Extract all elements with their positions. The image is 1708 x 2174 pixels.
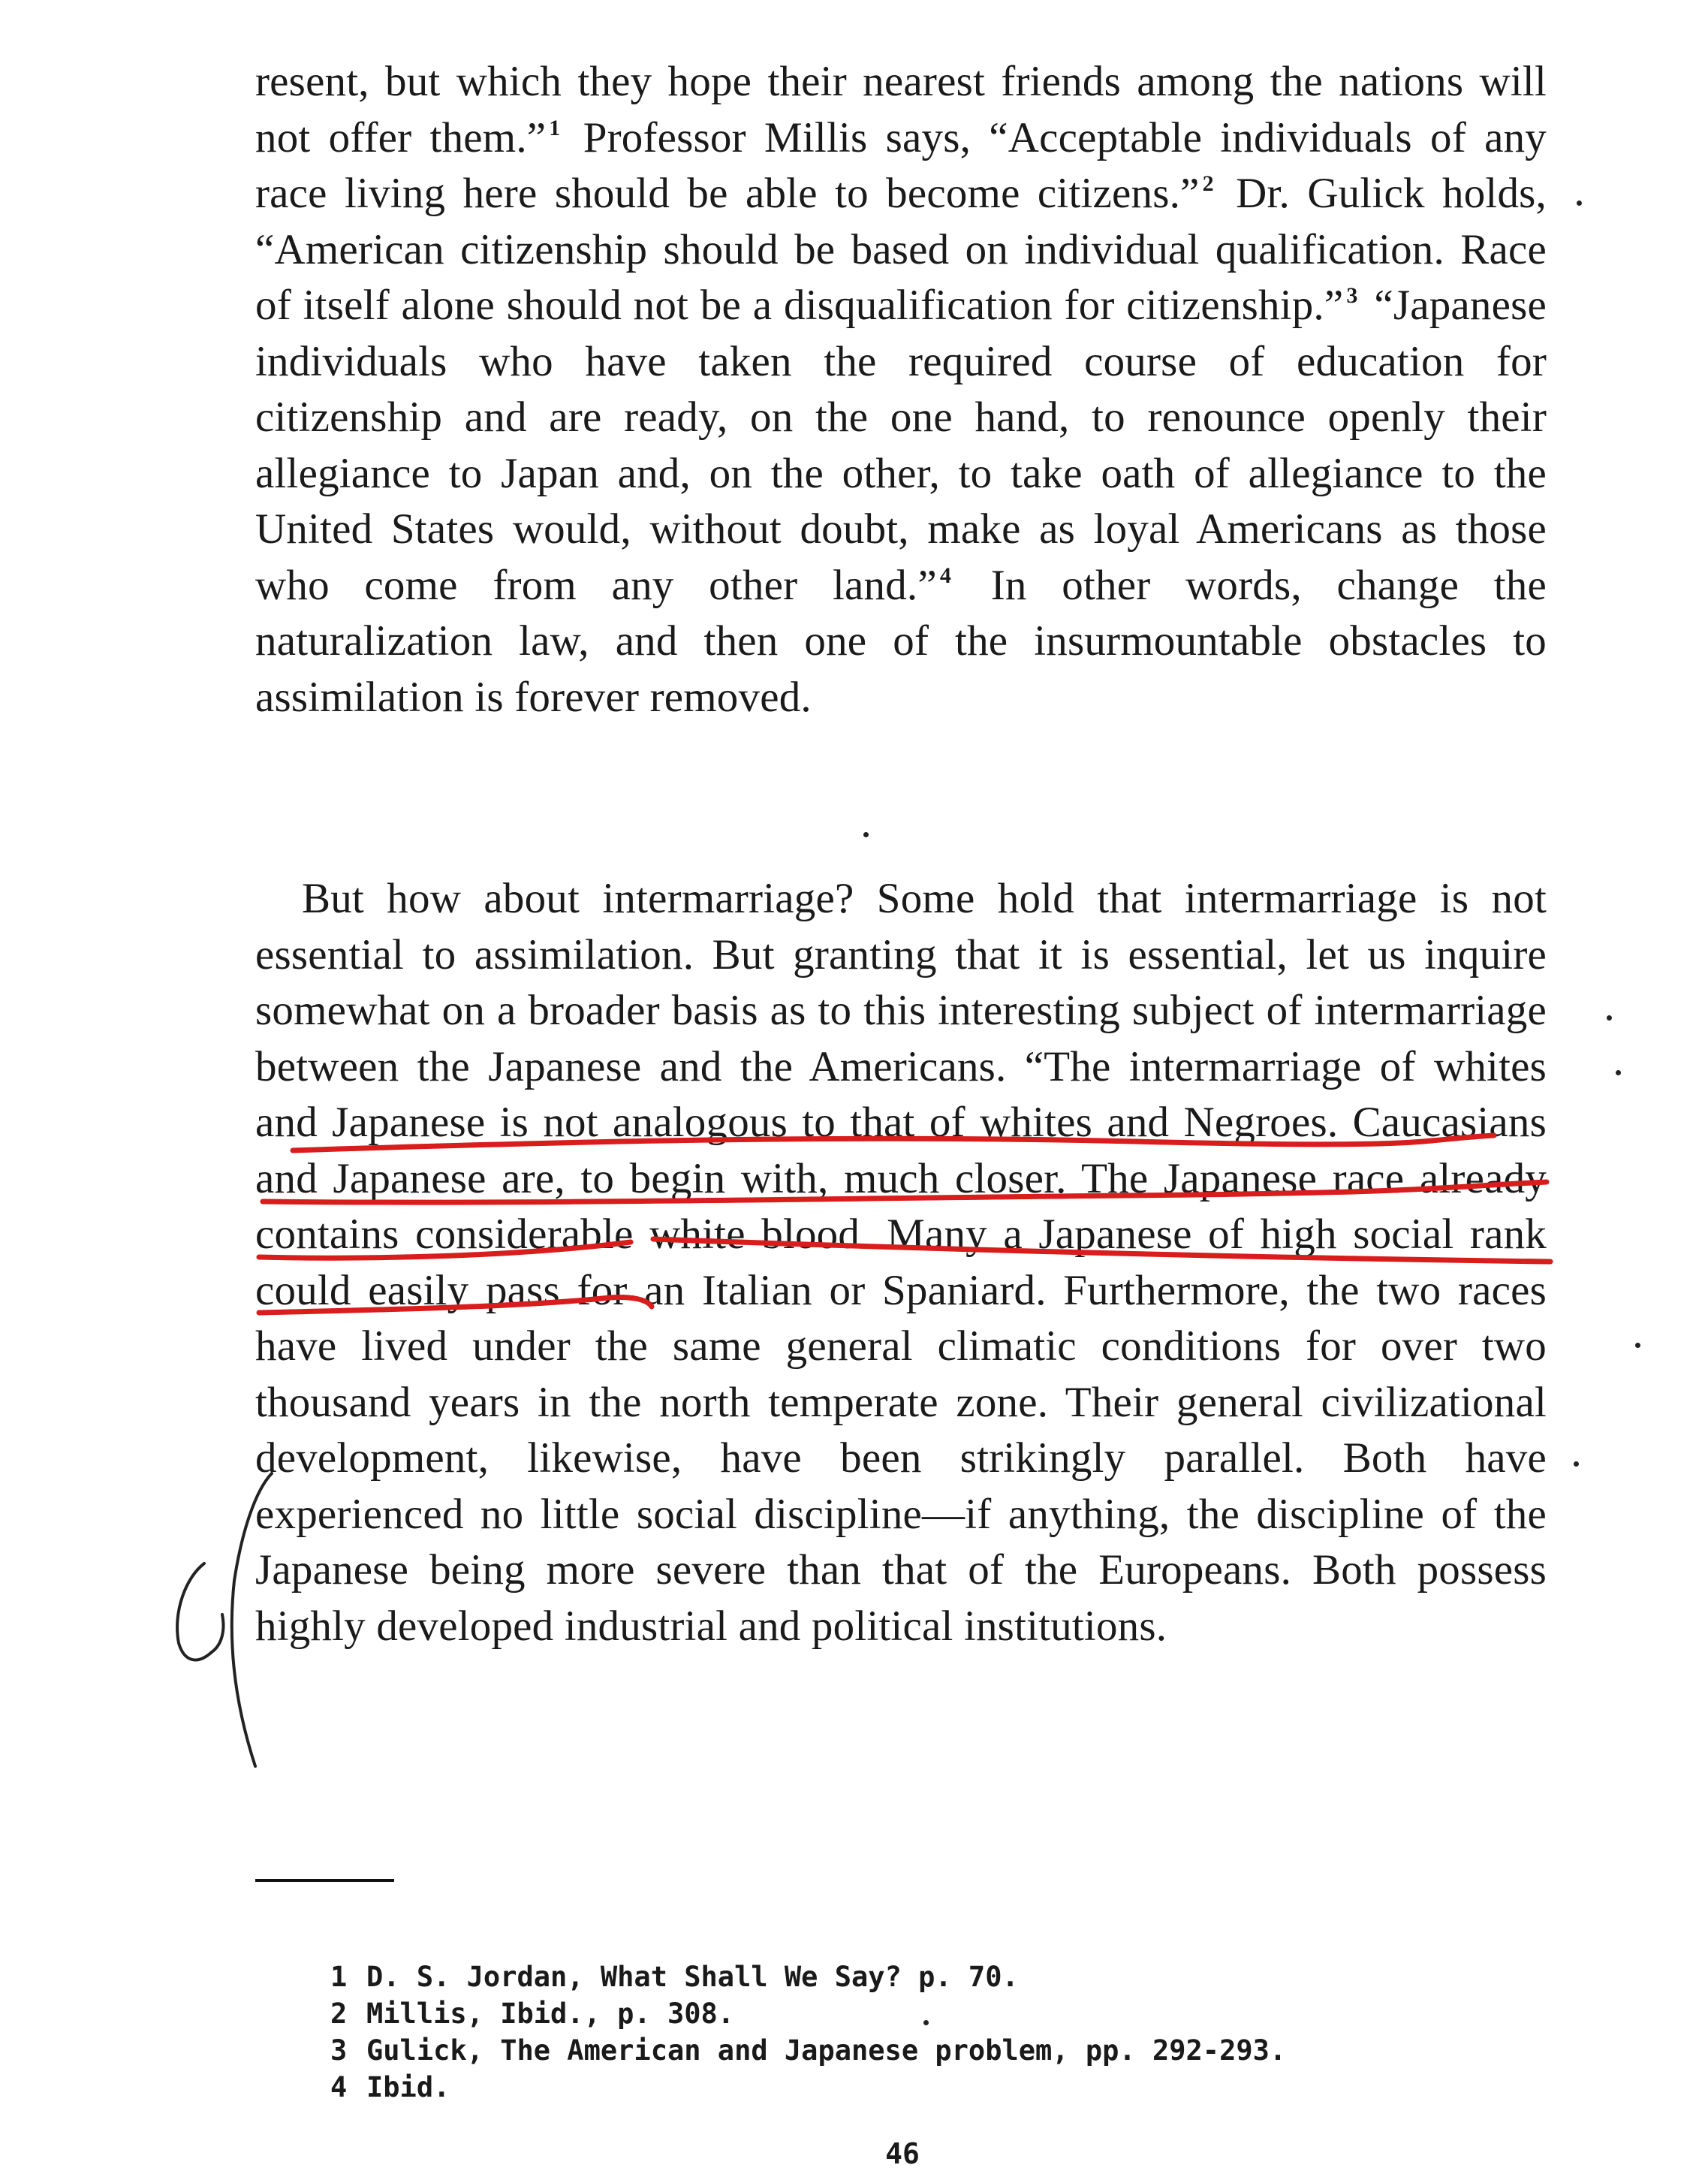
scan-speck bbox=[1616, 1070, 1621, 1075]
footnote-text: Millis, Ibid., p. 308. bbox=[366, 1998, 735, 2030]
scan-speck bbox=[863, 832, 869, 837]
footnote-number: 1 bbox=[330, 1961, 348, 1993]
footnote-text: Ibid. bbox=[366, 2071, 450, 2103]
footnote-ref-3: 3 bbox=[1346, 283, 1358, 308]
footnotes bbox=[330, 1958, 1456, 2106]
footnote-3 bbox=[330, 2032, 1456, 2069]
margin-c-mark bbox=[177, 1563, 223, 1660]
scan-speck bbox=[1577, 201, 1582, 206]
footnote-ref-2: 2 bbox=[1202, 171, 1214, 196]
para1-text-4: “Japanese individuals who have taken the required course of education for citizenship and are ready, on the one hand, to renounce openly their allegiance to Japan and, on the other, to take oath of allegiance to the United States would, without doubt, make as loyal Americans as those who come from any other land.” bbox=[255, 282, 1547, 609]
footnote-2 bbox=[330, 1995, 1456, 2032]
footnote-ref-4: 4 bbox=[939, 562, 952, 588]
para1-text-5: In other words, change the naturalization law, and then one of the insurmountable obstacles to assimilation is forever removed. bbox=[255, 561, 1547, 721]
para1-text-2: Professor Millis says, “Acceptable individuals of any race living here should be able to become citizens.” bbox=[255, 113, 1547, 217]
para1-text-3: Dr. Gulick holds, “American citizenship should be based on individual qualification. Race of itself alone should not be a disqualification for citizenship.” bbox=[255, 170, 1547, 329]
footnote-number: 2 bbox=[330, 1998, 348, 2030]
paragraph-1 bbox=[255, 54, 1547, 725]
footnote-text: D. S. Jordan, What Shall We Say? p. 70. bbox=[366, 1961, 1019, 1993]
footnote-number: 3 bbox=[330, 2034, 348, 2067]
scan-speck bbox=[1635, 1343, 1640, 1348]
footnote-ref-1: 1 bbox=[549, 115, 561, 140]
scan-speck bbox=[1607, 1015, 1612, 1021]
footnote-4 bbox=[330, 2069, 1456, 2106]
scan-speck bbox=[1574, 1461, 1579, 1467]
footnote-number: 4 bbox=[330, 2071, 348, 2103]
para1-text-1: resent, but which they hope their nearest friends among the nations will not offer them.” bbox=[255, 58, 1547, 161]
paragraph-2: But how about intermarriage? Some hold that intermarriage is not essential to assimilation. But granting that it is essential, let us inquire somewhat on a broader basis as to this interesting subject of intermarriage between the Japanese and the Americans. “The intermarriage of whites and Japanese is not analogous to that of whites and Negroes. Caucasians and Japanese are, to begin with, much closer. The Japanese race already contains considerable white blood. Many a Japanese of high social rank could easily pass for an Italian or Spaniard. Furthermore, the two races have lived under the same general climatic conditions for over two thousand years in the north temperate zone. Their general civilizational development, likewise, have been strikingly parallel. Both have experienced no little social discipline—if anything, the discipline of the Japanese being more severe than that of the Europeans. Both possess highly developed industrial and political institutions. bbox=[255, 875, 1547, 1650]
page-number: 46 bbox=[885, 2137, 920, 2170]
footnote-1 bbox=[330, 1958, 1456, 1995]
footnote-text: Gulick, The American and Japanese problem, pp. 292-293. bbox=[366, 2034, 1287, 2067]
footnote-divider bbox=[255, 1879, 394, 1882]
